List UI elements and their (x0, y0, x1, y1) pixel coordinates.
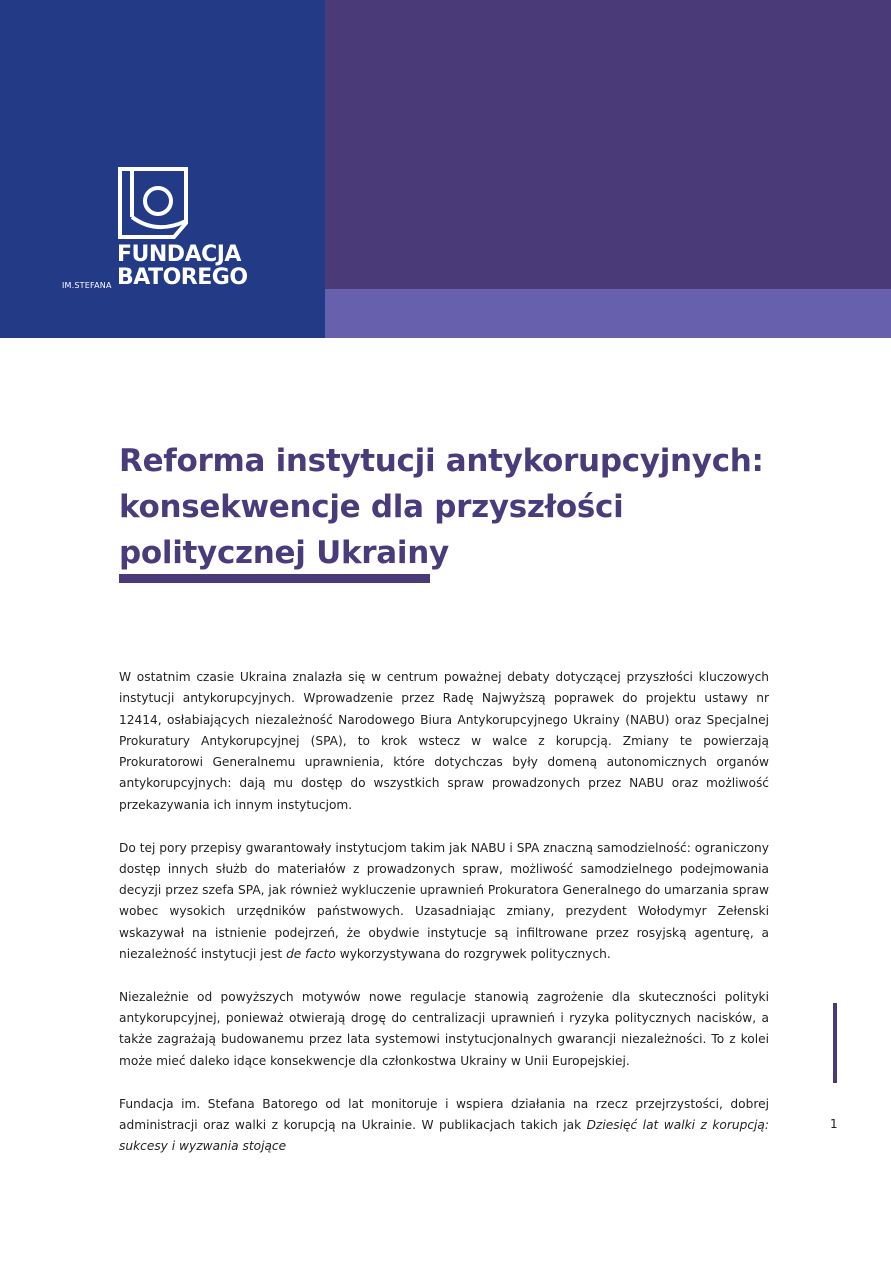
foundation-logo-icon (116, 165, 190, 239)
title-line: Reforma instytucji antykorupcyjnych: (119, 443, 764, 479)
paragraph-italic: de facto (286, 947, 336, 962)
paragraph-text: Do tej pory przepisy gwarantowały instytucjom takim jak NABU i SPA znaczną samodzielność: ograniczony dostęp innych służb do materiałów z prowadzonych spraw, możliwość samodzielnego podejmowania decyzji przez szefa SPA, jak również wykluczenie uprawnień Prokuratora Generalnego do umarzania spraw wobec wysokich urzędników państwowych. Uzasadniając zmiany, prezydent Wołodymyr Zełenski wskazywał na istnienie podejrzeń, że obydwie instytucje są infiltrowane przez rosyjską agenturę, a niezależność instytucji jest (119, 840, 769, 962)
logo-text-batorego: BATOREGO (117, 265, 248, 290)
title-underline (119, 574, 430, 583)
paragraph (119, 1094, 769, 1158)
paragraph-italic: Dziesięć lat walki z korupcją: sukcesy i wyzwania stojące (119, 1117, 769, 1154)
title-line: konsekwencje dla przyszłości (119, 489, 624, 525)
logo-text-fundacja: FUNDACJA (117, 242, 241, 267)
margin-accent-bar (833, 1003, 837, 1083)
page-number: 1 (830, 1117, 838, 1131)
logo-text-prefix: IM.STEFANA (62, 281, 112, 290)
paragraph: W ostatnim czasie Ukraina znalazła się w centrum poważnej debaty dotyczącej przyszłości kluczowych instytucji antykorupcyjnych. Wprowadzenie przez Radę Najwyższą poprawek do projektu ustawy nr 12414, osłabiających niezależność Narodowego Biura Antykorupcyjnego Ukrainy (NABU) oraz Specjalnej Prokuratury Antykorupcyjnej (SPA), to krok wstecz w walce z korupcją. Zmiany te powierzają Prokuratorowi Generalnemu uprawnienia, które dotychczas były domeną autonomicznych organów antykorupcyjnych: dają mu dostęp do wszystkich spraw prowadzonych przez NABU oraz możliwość przekazywania ich innym instytucjom. (119, 670, 769, 812)
paragraph-text: Fundacja im. Stefana Batorego od lat monitoruje i wspiera działania na rzecz przejrzystości, dobrej administracji oraz walki z korupcją na Ukrainie. W publikacjach takich jak (119, 1096, 769, 1132)
title-line: politycznej Ukrainy (119, 535, 449, 571)
body-text (119, 667, 769, 1157)
page-title (119, 438, 799, 576)
header-stripe (325, 289, 891, 338)
header-right-panel (325, 0, 891, 289)
paragraph (119, 838, 769, 966)
paragraph-text: wykorzystywana do rozgrywek politycznych. (335, 947, 611, 962)
paragraph: Niezależnie od powyższych motywów nowe regulacje stanowią zagrożenie dla skuteczności polityki antykorupcyjnej, ponieważ otwierają drogę do centralizacji uprawnień i ryzyka politycznych nacisków, a także zagrażają budowanemu przez lata systemowi instytucjonalnych gwarancji niezależności. To z kolei może mieć daleko idące konsekwencje dla członkostwa Ukrainy w Unii Europejskiej. (119, 989, 769, 1068)
